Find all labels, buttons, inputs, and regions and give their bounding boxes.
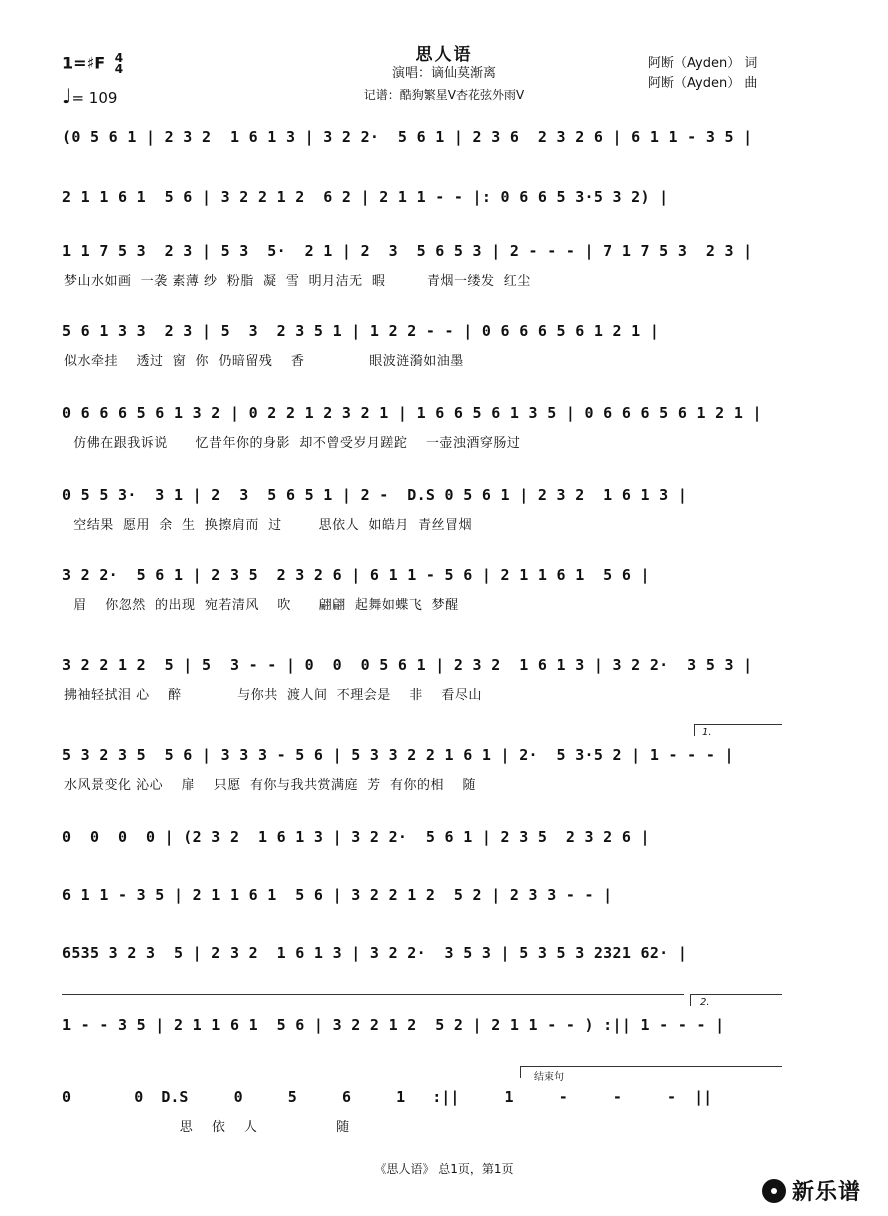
lyric-line: 拂袖轻拭泪 心 醉 与你共 渡人间 不理会是 非 看尽山 [64,688,482,703]
notation-line: 1 - - 3 5 | 2 1 1 6 1 5 6 | 3 2 2 1 2 5 2 | 2 1 1 - - ) :|| 1 - - - | [62,1016,725,1034]
time-bottom: 4 [114,62,124,76]
notation-line: 2 1 1 6 1 5 6 | 3 2 2 1 2 6 2 | 2 1 1 - - |: 0 6 6 5 3·5 3 2) | [62,188,669,206]
ending-bracket [520,1066,782,1067]
record-disc-icon [762,1179,786,1203]
second-ending-label: 2. [700,997,710,1008]
quarter-note-icon: ♩ [62,84,72,108]
time-top: 4 [114,51,124,65]
slur-line [62,994,684,995]
page-footer: 《思人语》 总1页，第1页 [374,1162,514,1176]
ending-label: 结束句 [534,1072,564,1083]
lyric-line: 梦山水如画 一袭 素薄 纱 粉脂 凝 雪 明月洁无 暇 青烟一缕发 红尘 [64,274,531,289]
lyric-line: 空结果 愿用 余 生 换擦肩而 过 思依人 如皓月 青丝冒烟 [64,518,473,533]
tempo-value: = 109 [71,89,118,107]
time-signature [115,53,123,75]
notation-line: 6535 3 2 3 5 | 2 3 2 1 6 1 3 | 3 2 2· 3 5 3 | 5 3 5 3 2321 62· | [62,944,688,962]
first-ending-bracket [694,724,782,725]
lyricist-credit: 阿断（Ayden） 词 [648,56,758,71]
notation-line: 6 1 1 - 3 5 | 2 1 1 6 1 5 6 | 3 2 2 1 2 5 2 | 2 3 3 - - | [62,886,613,904]
tempo-marking [62,84,117,108]
song-title: 思人语 [415,45,473,65]
lyric-line: 仿佛在跟我诉说 忆昔年你的身影 却不曾受岁月蹉跎 一壶浊酒穿肠过 [64,436,521,451]
second-ending-bracket-tick [690,994,691,1006]
notation-line: 3 2 2 1 2 5 | 5 3 - - | 0 0 0 5 6 1 | 2 3 2 1 6 1 3 | 3 2 2· 3 5 3 | [62,656,753,674]
lyric-line: 眉 你忽然 的出现 宛若清风 吹 翩翩 起舞如蝶飞 梦醒 [64,598,459,613]
notation-line: 0 0 D.S 0 5 6 1 :|| 1 - - - || [62,1088,713,1106]
notation-line: 5 6 1 3 3 2 3 | 5 3 2 3 5 1 | 1 2 2 - - | 0 6 6 6 5 6 1 2 1 | [62,322,660,340]
notation-line: 0 0 0 0 | (2 3 2 1 6 1 3 | 3 2 2· 5 6 1 | 2 3 5 2 3 2 6 | [62,828,650,846]
first-ending-bracket-tick [694,724,695,736]
first-ending-label: 1. [702,727,712,738]
lyric-line: 水风景变化 沁心 扉 只愿 有你与我共赏满庭 芳 有你的相 随 [64,778,477,793]
singer-credit: 演唱：谪仙莫渐离 [391,66,496,81]
second-ending-bracket [690,994,782,995]
notation-line: (0 5 6 1 | 2 3 2 1 6 1 3 | 3 2 2· 5 6 1 | 2 3 6 2 3 2 6 | 6 1 1 - 3 5 | [62,128,753,146]
key-signature [62,53,123,75]
lyric-line: 思 依 人 随 [64,1120,350,1135]
transcriber-credit: 记谱：酷狗繁星V杏花弦外雨V [363,88,525,102]
notation-line: 5 3 2 3 5 5 6 | 3 3 3 - 5 6 | 5 3 3 2 2 1 6 1 | 2· 5 3·5 2 | 1 - - - | [62,746,734,764]
notation-line: 3 2 2· 5 6 1 | 2 3 5 2 3 2 6 | 6 1 1 - 5 6 | 2 1 1 6 1 5 6 | [62,566,650,584]
ending-bracket-tick [520,1066,521,1078]
site-logo [762,1175,861,1206]
notation-line: 0 5 5 3· 3 1 | 2 3 5 6 5 1 | 2 - D.S 0 5 6 1 | 2 3 2 1 6 1 3 | [62,486,688,504]
composer-credit: 阿断（Ayden） 曲 [648,76,758,91]
notation-line: 0 6 6 6 5 6 1 3 2 | 0 2 2 1 2 3 2 1 | 1 6 6 5 6 1 3 5 | 0 6 6 6 5 6 1 2 1 | [62,404,762,422]
notation-line: 1 1 7 5 3 2 3 | 5 3 5· 2 1 | 2 3 5 6 5 3 | 2 - - - | 7 1 7 5 3 2 3 | [62,242,753,260]
lyric-line: 似水牵挂 透过 窗 你 仍暗留残 香 眼波涟漪如油墨 [64,354,464,369]
key-label: 1=♯F [62,53,106,73]
logo-text: 新乐谱 [792,1180,862,1205]
